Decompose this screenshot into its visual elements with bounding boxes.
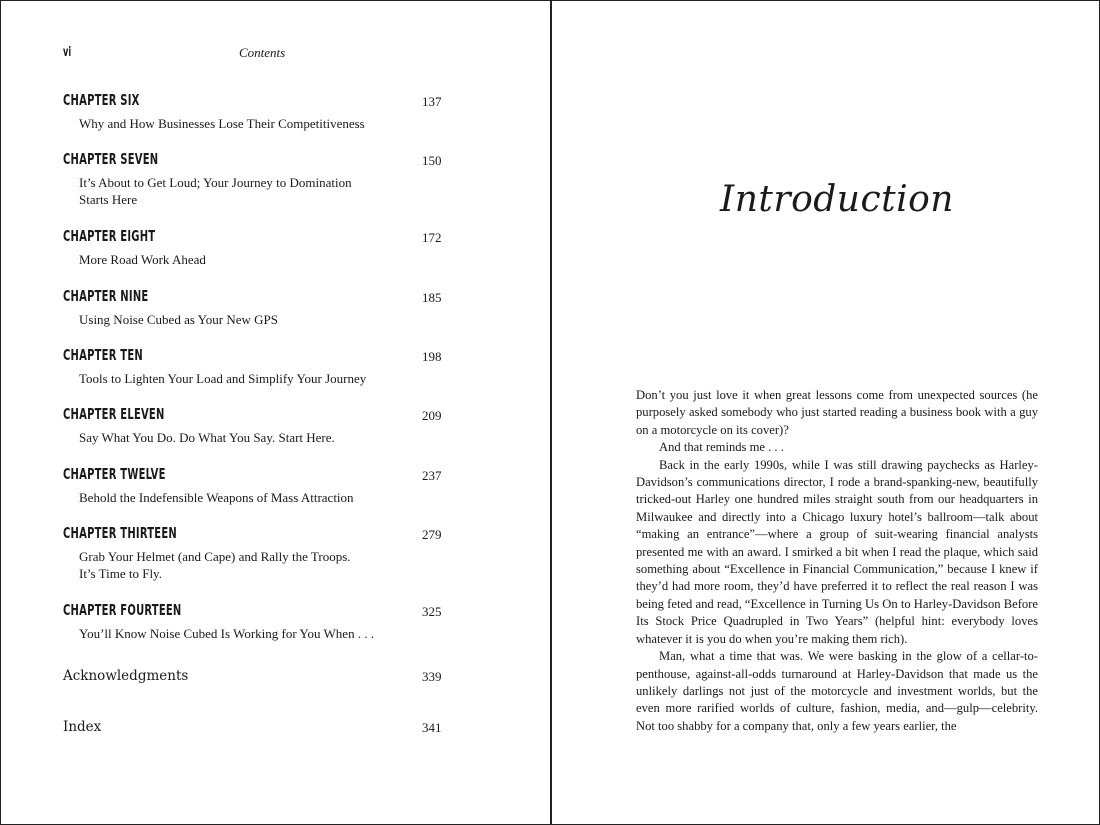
page-number: 150: [422, 153, 442, 168]
chapter-label: CHAPTER SIX: [63, 91, 140, 109]
chapter-label: CHAPTER NINE: [63, 287, 149, 305]
back-matter-label: Index: [63, 719, 102, 735]
chapter-subtitle: You’ll Know Noise Cubed Is Working for You When . . .: [79, 626, 375, 641]
chapter-subtitle: Tools to Lighten Your Load and Simplify Your Journey: [79, 371, 367, 386]
paragraph: Don’t you just love it when great lessons come from unexpected sources (he purposely asked somebody who just started reading a business book with a guy on a motorcycle on its cover)?: [636, 388, 1038, 437]
chapter-subtitle: Behold the Indefensible Weapons of Mass Attraction: [79, 490, 354, 505]
introduction-page: [552, 1, 1099, 824]
chapter-label: CHAPTER TWELVE: [63, 465, 166, 483]
chapter-subtitle: Why and How Businesses Lose Their Competitiveness: [79, 116, 365, 131]
page-number: 172: [422, 230, 442, 245]
chapter-label: CHAPTER THIRTEEN: [63, 524, 177, 542]
chapter-subtitle: Using Noise Cubed as Your New GPS: [79, 312, 278, 327]
contents-page: [1, 1, 550, 824]
page-number: 209: [422, 408, 442, 423]
chapter-label: CHAPTER TEN: [63, 346, 143, 364]
page-number: 325: [422, 604, 442, 619]
chapter-title: Introduction: [720, 179, 954, 220]
chapter-subtitle: Grab Your Helmet (and Cape) and Rally the Troops. It’s Time to Fly.: [79, 549, 351, 581]
body-text: [636, 387, 1038, 735]
chapter-label: CHAPTER EIGHT: [63, 227, 156, 245]
paragraph: And that reminds me . . .: [659, 440, 784, 455]
paragraph: Back in the early 1990s, while I was still drawing paychecks as Harley-Davidson’s communications director, I rode a brand-spanking-new, beautifully tricked-out Harley one hundred miles straight south from our headquarters in Milwaukee and directly into a Chicago luxury hotel’s ballroom—talk about “making an entrance”—where a group of suit-wearing financial analysts presented me with an award. I smirked a bit when I read the plaque, which said something about “Excellence in Financial Communication,” because I knew if they’d had more room, they’d have preferred it to reflect the real reason I was being feted and read, “Excellence in Turning Us On to Harley-Davidson Before Its Stock Price Quadrupled in Two Years” (helpful hint: everybody loves whatever it is you do when you’re making them rich).: [636, 457, 1038, 646]
page-folio: vi: [63, 45, 72, 60]
chapter-label: CHAPTER SEVEN: [63, 150, 159, 168]
page-number: 237: [422, 468, 442, 483]
page-number: 137: [422, 94, 442, 109]
page-number: 185: [422, 290, 442, 305]
chapter-subtitle: It’s About to Get Loud; Your Journey to Domination Starts Here: [79, 175, 352, 207]
running-head: [63, 45, 483, 63]
running-title: Contents: [239, 45, 286, 60]
page-number: 339: [422, 669, 442, 684]
page-number: 341: [422, 720, 442, 735]
back-matter-label: Acknowledgments: [63, 668, 189, 684]
page-number: 279: [422, 527, 442, 542]
chapter-subtitle: Say What You Do. Do What You Say. Start Here.: [79, 430, 335, 445]
paragraph: Man, what a time that was. We were basking in the glow of a cellar-to-penthouse, against-all-odds turnaround at Harley-Davidson that made us the unlikely darlings not just of the motorcycle and investment worlds, but the even more rarified worlds of culture, fashion, media, and—gulp—celebrity. Not too shabby for a company that, only a few years earlier, the: [636, 649, 1038, 733]
chapter-label: CHAPTER FOURTEEN: [63, 601, 182, 619]
chapter-label: CHAPTER ELEVEN: [63, 405, 165, 423]
chapter-subtitle: More Road Work Ahead: [79, 252, 206, 267]
page-number: 198: [422, 349, 442, 364]
